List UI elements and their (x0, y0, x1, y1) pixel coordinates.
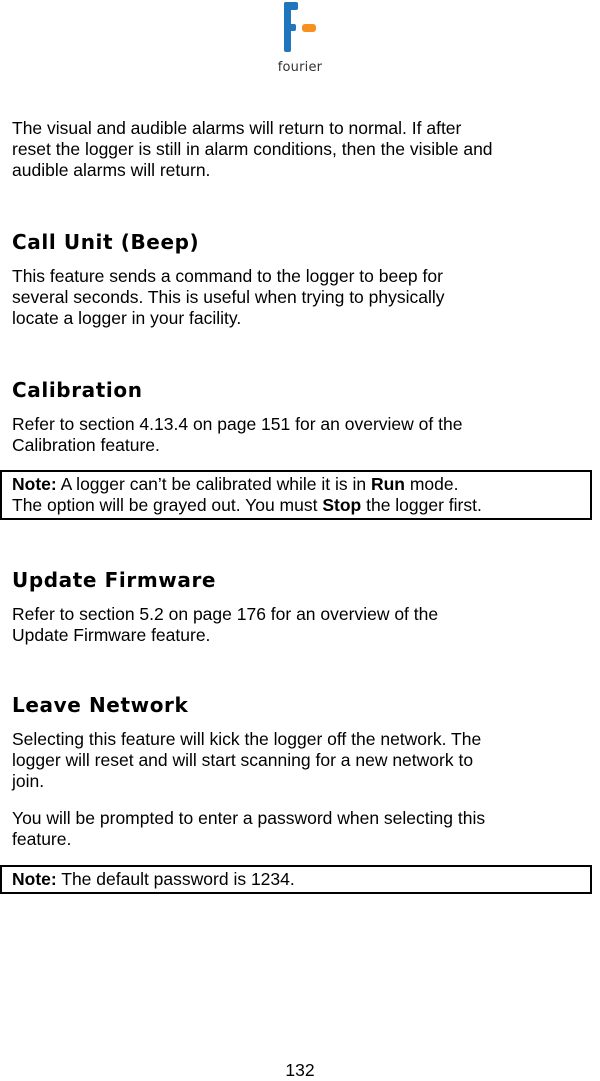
fourier-logo (270, 0, 330, 80)
stop-text: Stop (322, 495, 362, 515)
leave-network-heading: Leave Network (12, 693, 189, 717)
update-firmware-heading: Update Firmware (12, 568, 217, 592)
logo-text: fourier (277, 60, 323, 75)
call-unit-line-1: This feature sends a command to the logger to beep for (12, 266, 443, 286)
intro-paragraph (12, 118, 592, 181)
note-label: Note: (12, 869, 57, 889)
calibration-line-2: Calibration feature. (12, 435, 160, 455)
call-unit-line-3: locate a logger in your facility. (12, 308, 242, 328)
intro-line-2: reset the logger is still in alarm conditions, then the visible and (12, 139, 493, 159)
leave-network-line-4: You will be prompted to enter a password when selecting this (12, 808, 486, 828)
calibration-note-line-2 (12, 495, 580, 516)
run-mode-text: Run (370, 474, 405, 494)
note-label: Note: (12, 474, 57, 494)
calibration-heading: Calibration (12, 378, 143, 402)
note-text: A logger can’t be calibrated while it is in (56, 474, 371, 494)
calibration-note-box (0, 470, 592, 520)
call-unit-heading: Call Unit (Beep) (12, 230, 200, 254)
update-firmware-line-2: Update Firmware feature. (12, 625, 211, 645)
leave-network-line-2: logger will reset and will start scanning for a new network to (12, 750, 474, 770)
call-unit-paragraph (12, 266, 592, 329)
page-number: 132 (285, 1060, 315, 1080)
intro-line-1: The visual and audible alarms will return to normal. If after (12, 118, 462, 138)
note-text: mode. (404, 474, 459, 494)
update-firmware-line-1: Refer to section 5.2 on page 176 for an overview of the (12, 604, 439, 624)
leave-network-paragraph-2 (12, 808, 592, 850)
intro-line-3: audible alarms will return. (12, 160, 211, 180)
leave-network-line-3: join. (12, 771, 45, 791)
calibration-paragraph (12, 414, 592, 456)
leave-network-line-5: feature. (12, 829, 72, 849)
password-note-box (0, 865, 592, 894)
note-text: The default password is 1234. (56, 869, 295, 889)
calibration-note-line-1 (12, 474, 580, 495)
calibration-line-1: Refer to section 4.13.4 on page 151 for an overview of the (12, 414, 463, 434)
update-firmware-paragraph (12, 604, 592, 646)
leave-network-line-1: Selecting this feature will kick the logger off the network. The (12, 729, 482, 749)
fourier-logo-icon (270, 0, 330, 60)
note-text: the logger first. (361, 495, 482, 515)
call-unit-line-2: several seconds. This is useful when trying to physically (12, 287, 445, 307)
leave-network-paragraph (12, 729, 592, 792)
note-text: The option will be grayed out. You must (12, 495, 323, 515)
